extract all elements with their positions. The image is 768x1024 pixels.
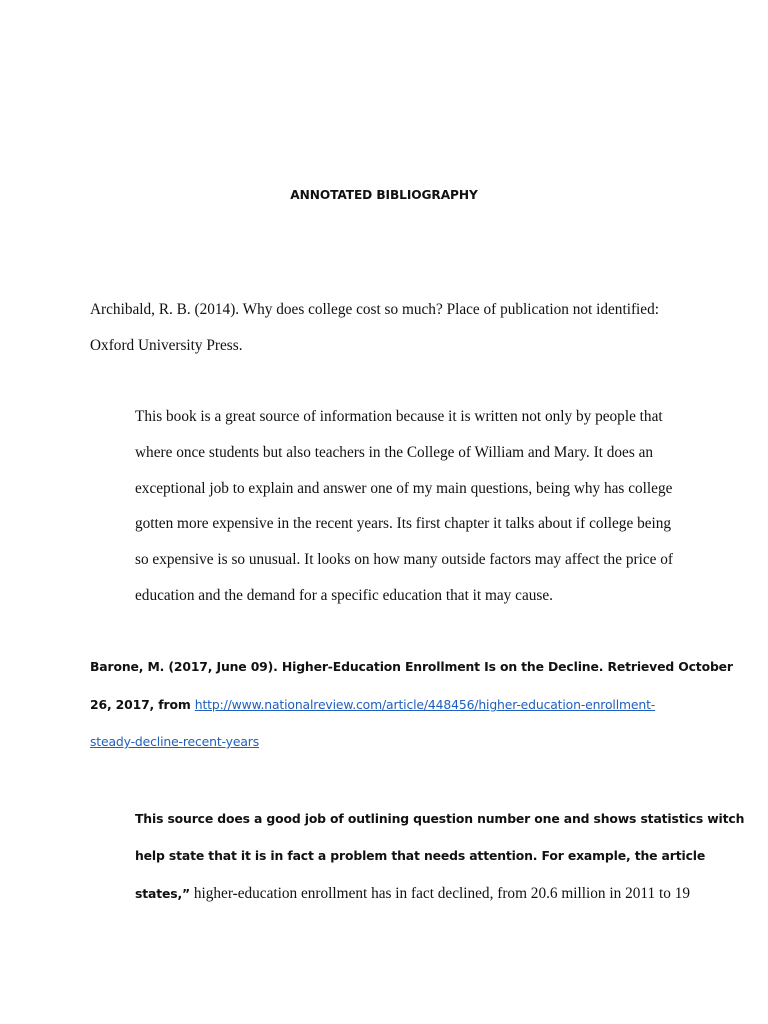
source-url-link[interactable]: http://www.nationalreview.com/article/448456/higher-education-enrollment- [194,697,656,712]
source-url-link-continued[interactable]: steady-decline-recent-years [90,734,260,749]
citation-2-line-1: Barone, M. (2017, June 09). Higher-Education Enrollment Is on the Decline. Retrieved October [90,659,733,674]
annotation-2-quote-start: states,” [135,886,191,901]
annotation-1-line-4: gotten more expensive in the recent years. Its first chapter it talks about if college being [135,515,672,532]
citation-2-line-3 [90,734,259,749]
document-title: ANNOTATED BIBLIOGRAPHY [290,188,478,202]
annotation-1-line-5: so expensive is so unusual. It looks on how many outside factors may affect the price of [135,551,673,568]
citation-1-line-2: Oxford University Press. [90,337,243,354]
annotation-2-quote-text: higher-education enrollment has in fact declined, from 20.6 million in 2011 to 19 [190,885,690,902]
annotation-1-line-3: exceptional job to explain and answer one of my main questions, being why has college [135,480,673,497]
citation-2-date-prefix: 26, 2017, from [90,697,195,712]
annotation-1-line-1: This book is a great source of information because it is written not only by people that [135,408,663,425]
citation-2-line-2 [90,697,655,712]
annotation-2-line-1: This source does a good job of outlining question number one and shows statistics witch [135,811,745,826]
annotation-1-line-2: where once students but also teachers in the College of William and Mary. It does an [135,444,654,461]
annotation-2-line-3 [135,885,690,903]
citation-1-line-1: Archibald, R. B. (2014). Why does college cost so much? Place of publication not identified: [90,301,659,318]
annotation-1-line-6: education and the demand for a specific education that it may cause. [135,587,553,604]
annotation-2-line-2: help state that it is in fact a problem that needs attention. For example, the article [135,848,706,863]
